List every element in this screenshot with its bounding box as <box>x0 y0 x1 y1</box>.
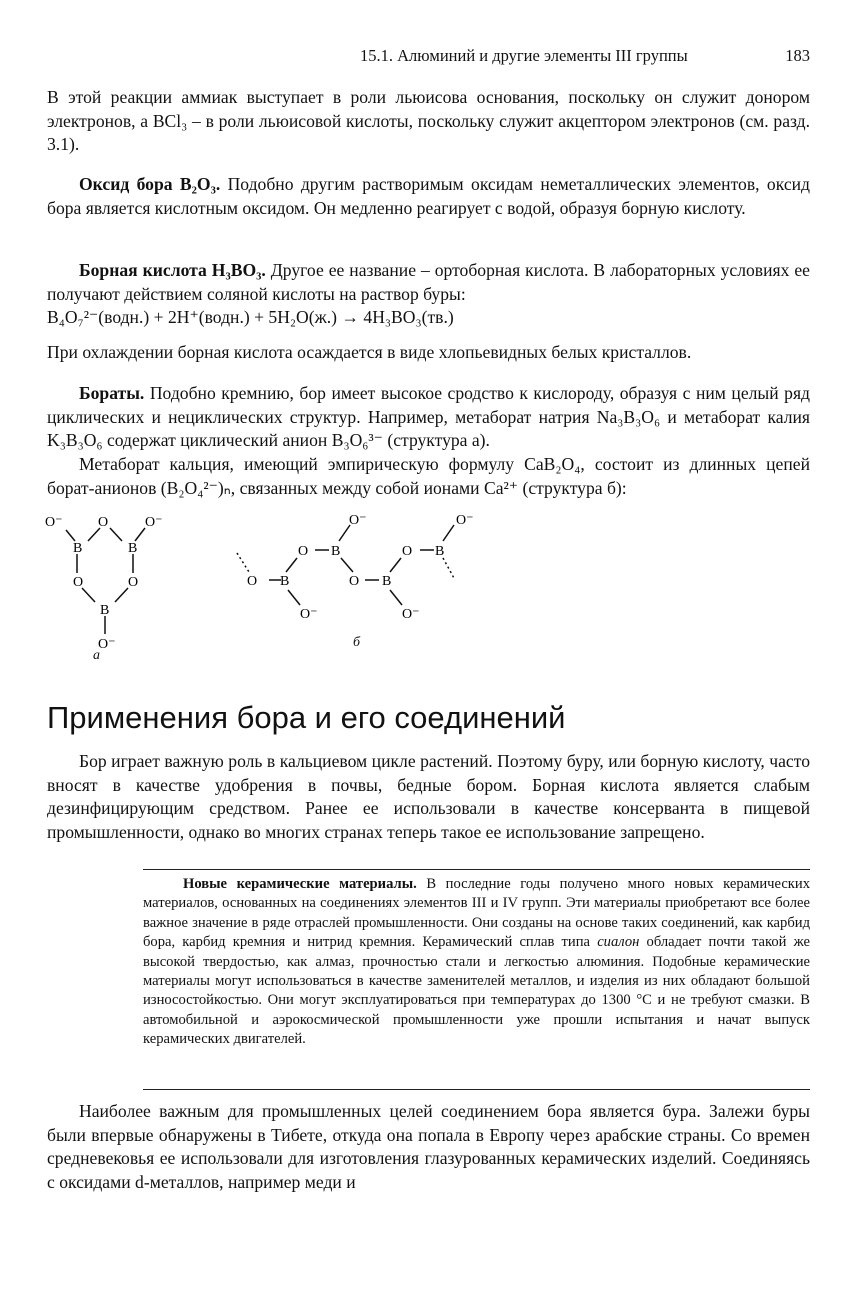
boric-acid-text: Другое ее название – ортоборная кислота. В лабораторных условиях ее получают действием соляной кислоты на раствор буры: <box>47 260 810 304</box>
box-top-rule <box>143 869 810 870</box>
atom-o-minus-2: O⁻ <box>145 515 163 530</box>
chain-atom-o-minus-3: O⁻ <box>300 607 318 622</box>
atom-b-1: B <box>73 541 83 556</box>
chain-atom-o-4: O <box>349 574 360 589</box>
section-title: Применения бора и его соединений <box>47 700 566 735</box>
paragraph-borates <box>47 382 810 453</box>
atom-b-3: B <box>100 603 110 618</box>
box-text-2: обладает почти такой же высокой твердостью, как алмаз, прочностью стали и легкостью алюминия. Подобные керамические материалы могут использоваться в качестве заменителей металлов, и изделия из них обладают большой износостойкостью. Они могут эксплуатироваться при температурах до 1300 °C и не требуют смазки. В автомобильной и аэрокосмической промышленности уже прошли испытания и начат выпуск керамических двигателей. <box>143 934 810 1048</box>
borates-text: Подобно кремнию, бор имеет высокое сродство к кислороду, образуя с ним целый ряд циклических и нециклических структур. Например, метаборат натрия Na₃B₃O₆ и метаборат калия K₃B₃O₆ содержат циклический анион B₃O₆³⁻ (структура а). <box>47 383 810 451</box>
paragraph-boric-acid-crystals: При охлаждении борная кислота осаждается в виде хлопьевидных белых кристаллов. <box>47 342 692 362</box>
box-text-1: В последние годы получено много новых керамических материалов, основанных на соединениях элементов III и IV групп. Эти материалы приобретают все более важное значение в ряде отраслей промышленности. Они созданы на основе таких соединений, как карбид бора, карбид кремния и нитрид кремния. Керамический сплав типа <box>143 876 810 951</box>
chain-atom-o-minus-1: O⁻ <box>349 513 367 528</box>
page-number: 183 <box>785 46 810 65</box>
paragraph-borax: Наиболее важным для промышленных целей соединением бора является бура. Залежи буры были впервые обнаружены в Тибете, откуда она попала в Европу через арабские страны. Со времен средневековья ее использовали для изготовления глазурованных керамических изделий. Соединяясь с оксидами d-металлов, например меди и <box>47 1101 810 1192</box>
paragraph-lewis: В этой реакции аммиак выступает в роли льюисова основания, поскольку он служит донором электронов, а BCl₃ – в роли льюисовой кислоты, поскольку служит акцептором электронов (см. разд. 3.1). <box>47 87 810 155</box>
box-heading: Новые керамические материалы. <box>183 876 417 892</box>
chain-atom-b-2: B <box>435 544 445 559</box>
paragraph-boron-oxide <box>47 173 810 220</box>
atom-o-2: O <box>73 575 84 590</box>
chain-atom-b-1: B <box>331 544 341 559</box>
chain-atom-o-minus-4: O⁻ <box>402 607 420 622</box>
chain-atom-b-4: B <box>382 574 392 589</box>
box-ceramics <box>143 875 810 1050</box>
boron-oxide-heading: Оксид бора B₂O₃. <box>79 174 221 194</box>
box-bottom-rule <box>143 1089 810 1090</box>
box-italic-term: сиалон <box>597 934 640 951</box>
atom-o-3: O <box>128 575 139 590</box>
atom-o-minus-3: O⁻ <box>98 637 116 652</box>
boron-oxide-text: Подобно другим растворимым оксидам неметаллических элементов, оксид бора является кислотным оксидом. Он медленно реагирует с водой, образуя борную кислоту. <box>47 174 810 218</box>
structure-b-chain-metaborate <box>225 508 495 643</box>
chain-atom-o-2: O <box>402 544 413 559</box>
chain-atom-o-3: O <box>247 574 258 589</box>
atom-o-minus-1: O⁻ <box>45 515 63 530</box>
chain-atom-o-1: O <box>298 544 309 559</box>
structure-a-cyclic-metaborate <box>40 508 210 663</box>
boric-acid-heading: Борная кислота H₃BO₃. <box>79 260 266 280</box>
borates-heading: Бораты. <box>79 383 145 403</box>
chain-atom-o-minus-2: O⁻ <box>456 513 474 528</box>
boric-acid-equation: B₄O₇²⁻(водн.) + 2H⁺(водн.) + 5H₂O(ж.) → 4H₃BO₃(тв.) <box>47 307 454 327</box>
structure-b-label: б <box>353 635 361 650</box>
paragraph-boric-acid <box>47 259 810 306</box>
chain-atom-b-3: B <box>280 574 290 589</box>
atom-b-2: B <box>128 541 138 556</box>
header-title: 15.1. Алюминий и другие элементы III группы <box>360 46 688 65</box>
atom-o-1: O <box>98 515 109 530</box>
structure-a-label: а <box>93 648 100 663</box>
paragraph-calcium-metaborate: Метаборат кальция, имеющий эмпирическую формулу CaB₂O₄, состоит из длинных цепей борат-анионов (B₂O₄²⁻)ₙ, связанных между собой ионами Ca²⁺ (структура б): <box>47 454 810 498</box>
paragraph-applications: Бор играет важную роль в кальциевом цикле растений. Поэтому буру, или борную кислоту, часто вносят в качестве удобрения в почвы, бедные бором. Борная кислота является слабым дезинфицирующим средством. Ранее ее использовали в качестве консерванта в пищевой промышленности, однако во многих странах теперь такое ее использование запрещено. <box>47 751 810 842</box>
